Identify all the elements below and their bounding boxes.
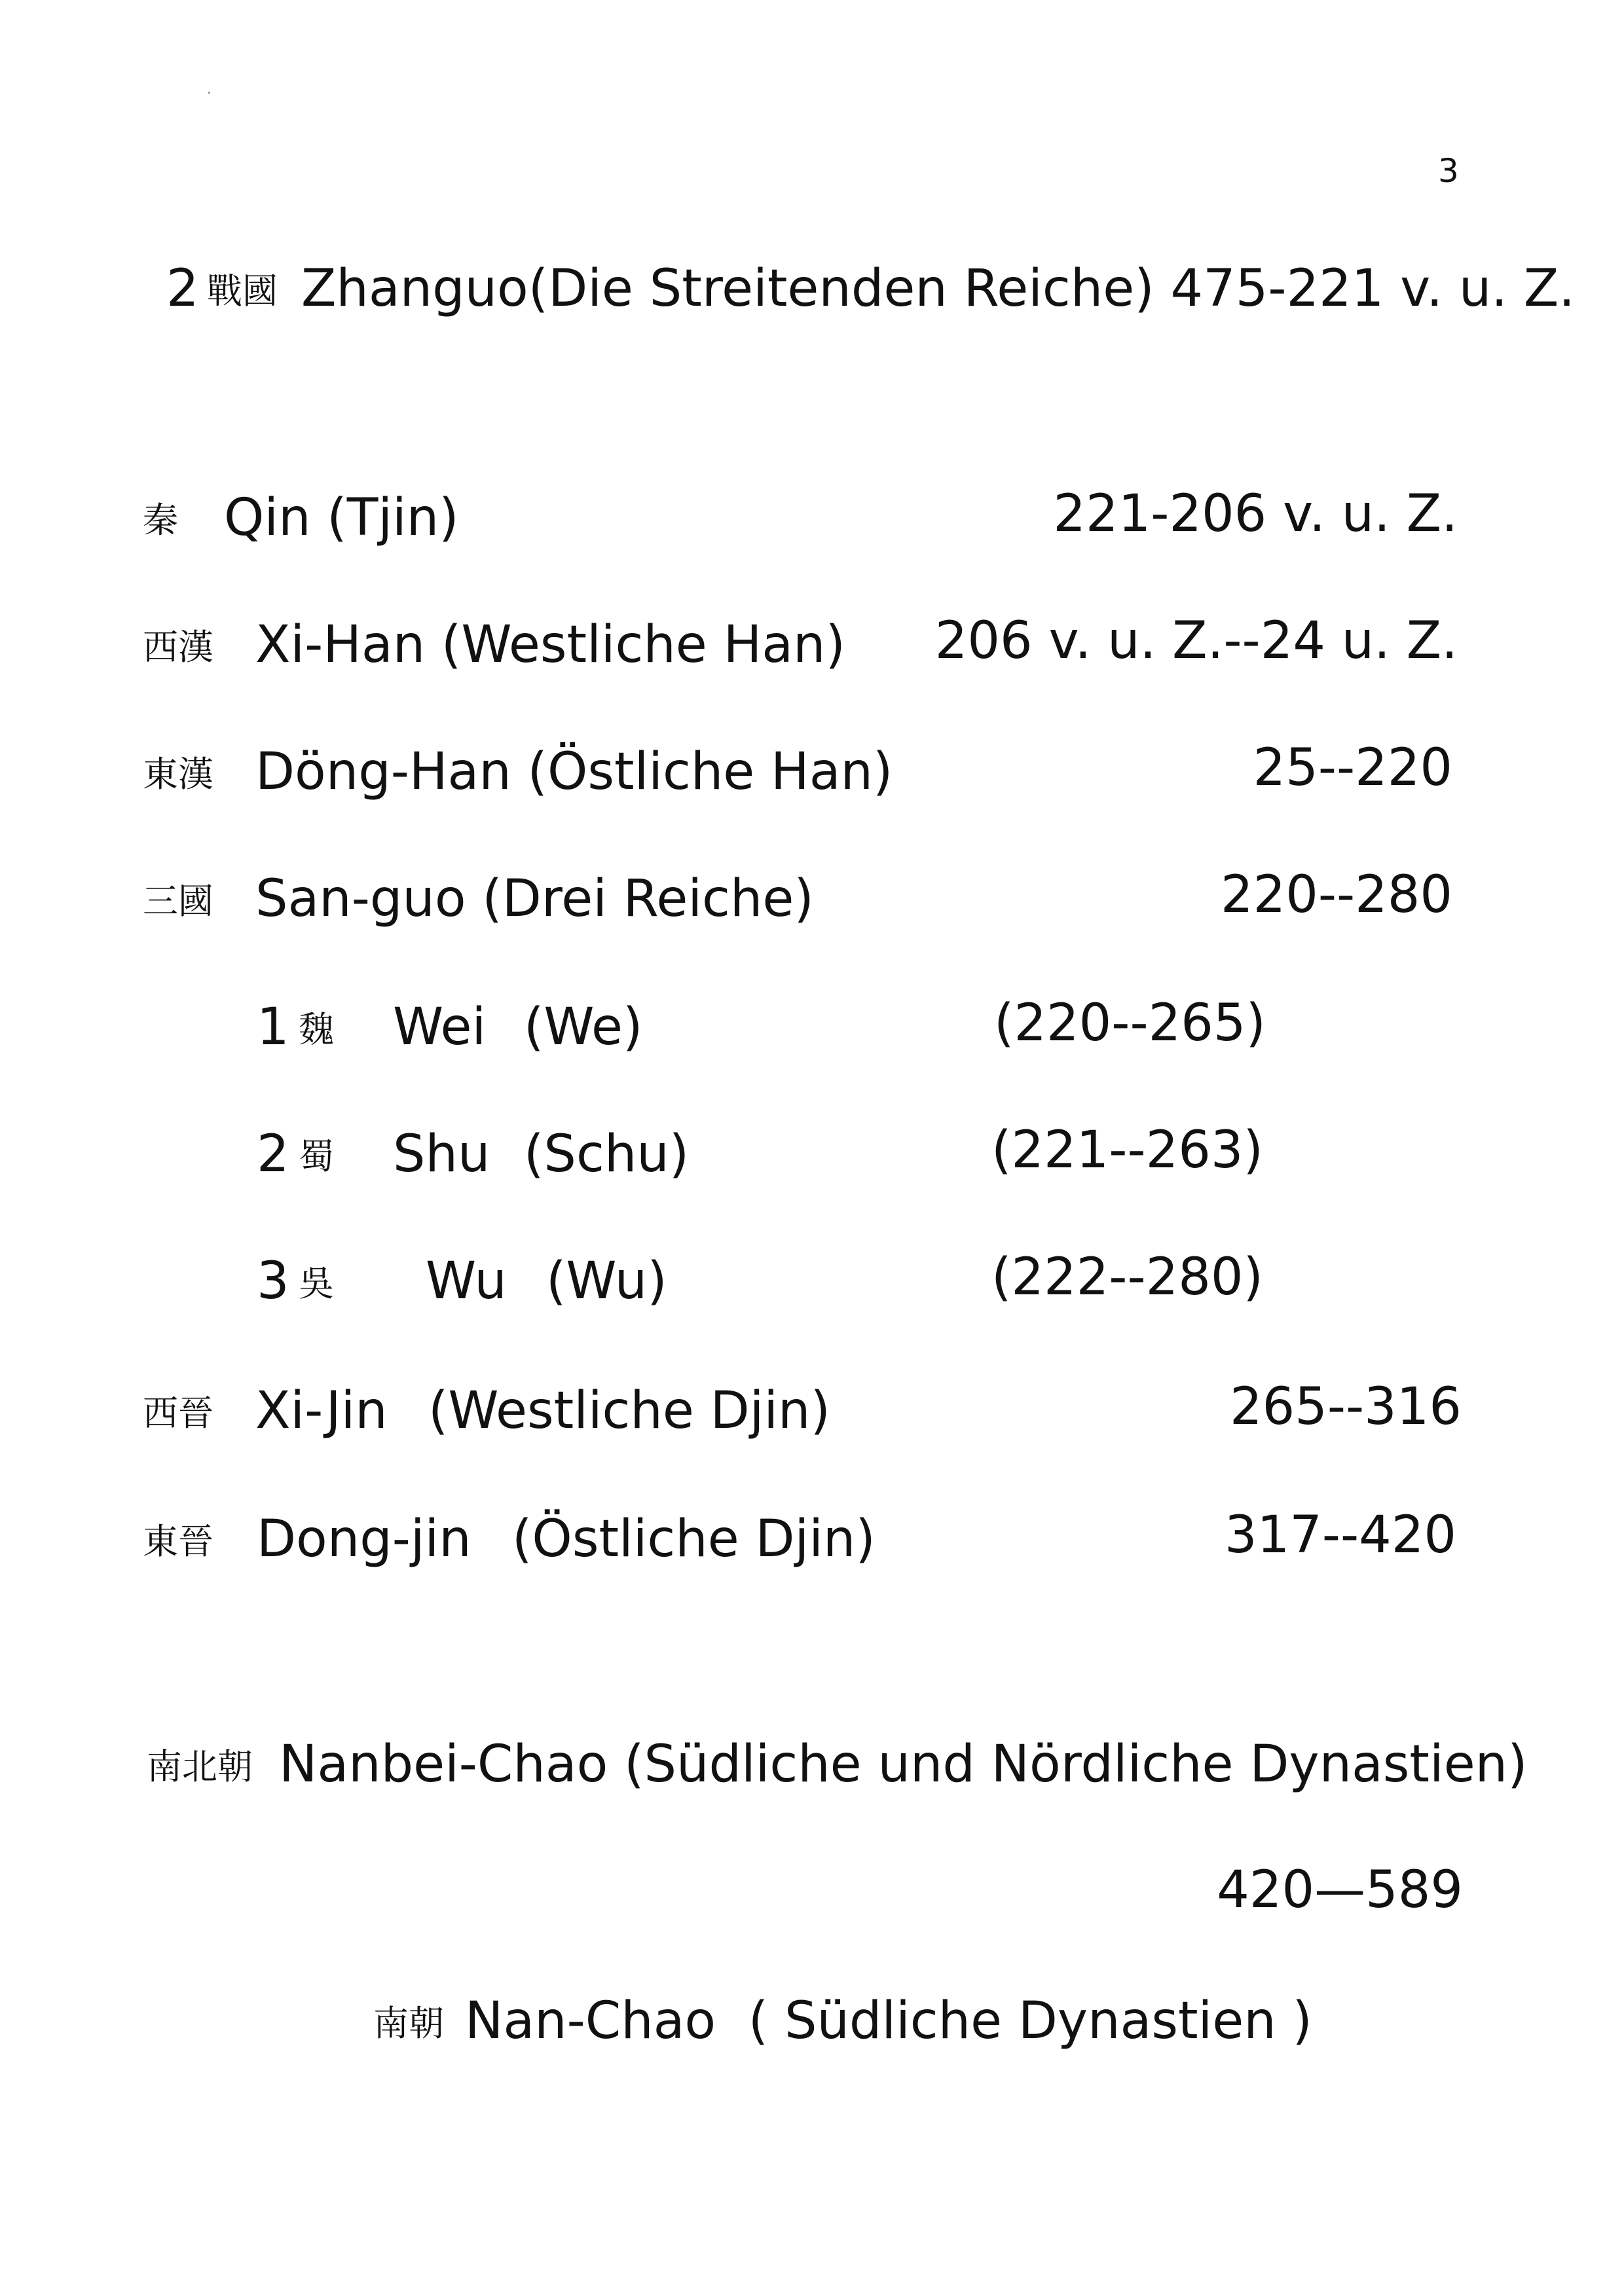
dynasty-chinese: 西漢 bbox=[143, 627, 213, 668]
subheading-text: Nan-Chao ( Südliche Dynastien ) bbox=[465, 1992, 1312, 2050]
dynasty-chinese: 南北朝 bbox=[147, 1746, 253, 1787]
kingdom-dates: (221--263) bbox=[991, 1121, 1263, 1180]
dynasty-name: Nanbei-Chao (Südliche und Nördliche Dynastien) bbox=[279, 1735, 1528, 1794]
kingdom-chinese: 吳 bbox=[299, 1263, 334, 1304]
dynasty-dates: 220--280 bbox=[1220, 866, 1452, 924]
dynasty-chinese: 三國 bbox=[143, 881, 213, 922]
heading-chinese: 戰國 bbox=[207, 270, 278, 312]
dynasty-alt-name: (Östliche Djin) bbox=[512, 1510, 876, 1569]
dynasty-dates: 317--420 bbox=[1224, 1506, 1456, 1565]
kingdom-alt-name: (Schu) bbox=[524, 1125, 690, 1184]
dynasty-chinese: 東漢 bbox=[143, 754, 213, 795]
heading-text: Zhanguo(Die Streitenden Reiche) 475-221 v. u. Z. bbox=[301, 259, 1576, 318]
kingdom-name: Wu bbox=[426, 1252, 507, 1311]
dynasty-alt-name: (Westliche Djin) bbox=[428, 1381, 830, 1440]
kingdom-alt-name: (Wu) bbox=[546, 1252, 667, 1311]
dynasty-name: Döng-Han (Östliche Han) bbox=[255, 742, 893, 801]
kingdom-number: 2 bbox=[257, 1125, 289, 1184]
dynasty-name: Xi-Jin bbox=[255, 1381, 388, 1440]
kingdom-chinese: 蜀 bbox=[299, 1136, 334, 1177]
dynasty-chinese: 東晉 bbox=[143, 1521, 213, 1562]
kingdom-alt-name: (We) bbox=[524, 998, 643, 1057]
dynasty-chinese: 西晉 bbox=[143, 1393, 213, 1434]
kingdom-dates: (220--265) bbox=[994, 994, 1266, 1053]
dynasty-dates: 265--316 bbox=[1229, 1377, 1462, 1436]
dynasty-name: Xi-Han (Westliche Han) bbox=[255, 615, 845, 674]
dynasty-name: San-guo (Drei Reiche) bbox=[255, 869, 814, 928]
kingdom-number: 1 bbox=[257, 998, 289, 1057]
dynasty-dates: 221-206 v. u. Z. bbox=[1053, 484, 1458, 543]
dynasty-dates: 420—589 bbox=[1217, 1861, 1463, 1920]
dynasty-chinese: 秦 bbox=[143, 500, 178, 541]
dynasty-name: Qin (Tjin) bbox=[224, 488, 459, 547]
page-number: 3 bbox=[1438, 152, 1459, 190]
dynasty-dates: 25--220 bbox=[1253, 738, 1452, 797]
kingdom-dates: (222--280) bbox=[991, 1248, 1263, 1307]
kingdom-chinese: 魏 bbox=[299, 1009, 334, 1050]
kingdom-name: Shu bbox=[393, 1125, 490, 1184]
kingdom-name: Wei bbox=[393, 998, 487, 1057]
heading-number: 2 bbox=[166, 259, 199, 318]
dynasty-name: Dong-jin bbox=[257, 1510, 471, 1569]
scan-speck bbox=[208, 92, 210, 94]
subheading-chinese: 南朝 bbox=[373, 2003, 444, 2044]
dynasty-dates: 206 v. u. Z.--24 u. Z. bbox=[934, 611, 1458, 670]
kingdom-number: 3 bbox=[257, 1252, 289, 1311]
